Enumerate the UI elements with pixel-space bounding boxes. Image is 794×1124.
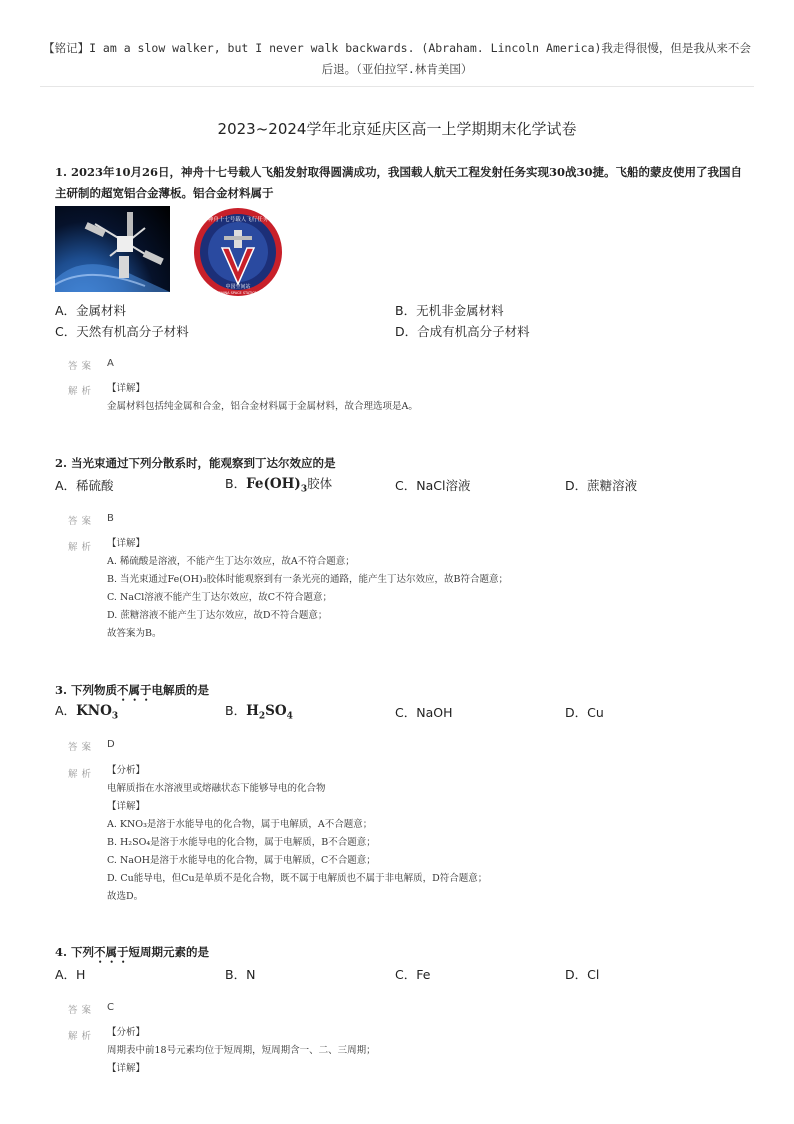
q4-analysis-line: 【详解】	[107, 1063, 146, 1074]
q1-answer-label: 答案	[68, 361, 96, 372]
q4-answer-label: 答案	[68, 1005, 96, 1016]
q4-option-a: A．H	[55, 967, 86, 982]
q3-analysis-line: 【详解】	[107, 801, 146, 812]
badge-text-bottom: CHINA SPACE STATION	[218, 291, 258, 295]
page-title: 2023~2024学年北京延庆区高一上学期期末化学试卷	[217, 120, 577, 138]
q4-analysis-line: 【分析】	[107, 1027, 146, 1038]
q4-analysis-line: 周期表中前18号元素均位于短周期，短周期含一、二、三周期；	[107, 1045, 376, 1056]
q2-option-d: D．蔗糖溶液	[565, 478, 638, 493]
q1-analysis-label: 解析	[68, 386, 96, 397]
q2-option-a: A．稀硫酸	[55, 478, 114, 493]
q3-option-b: B．$H_2SO_4$	[225, 703, 293, 722]
q3-analysis-line: A. KNO₃是溶于水能导电的化合物，属于电解质，A不合题意；	[107, 819, 373, 830]
q2-analysis	[107, 535, 747, 643]
q3-option-a: A．$KNO_3$	[55, 703, 119, 722]
q1-answer-value: A	[107, 358, 114, 369]
q4-stem: 4. 下列不属于短周期元素的是	[55, 945, 210, 959]
q1-option-b: B．无机非金属材料	[395, 303, 504, 318]
q4-analysis	[107, 1024, 747, 1078]
q3-answer-value: D	[107, 739, 115, 750]
q4-option-c: C．Fe	[395, 967, 431, 982]
q3-analysis-label: 解析	[68, 769, 96, 780]
q3-option-c: C．NaOH	[395, 705, 453, 720]
q1-analysis-line: 【详解】	[107, 383, 146, 394]
q2-analysis-line: A. 稀硫酸是溶液，不能产生丁达尔效应，故A不符合题意；	[107, 556, 355, 567]
mission-badge	[192, 206, 284, 298]
q2-stem: 2. 当光束通过下列分散系时，能观察到丁达尔效应的是	[55, 456, 336, 470]
q4-answer-value: C	[107, 1002, 114, 1013]
badge-text-cn: 中国空间站	[225, 284, 251, 290]
q2-option-c: C．NaCl溶液	[395, 478, 471, 493]
q1-option-a: A．金属材料	[55, 303, 127, 318]
q4-option-d: D．Cl	[565, 967, 600, 982]
q4-option-b: B．N	[225, 967, 256, 982]
q3-answer-label: 答案	[68, 742, 96, 753]
q1-option-d: D．合成有机高分子材料	[395, 324, 530, 339]
q2-option-b: B．$Fe(OH)_3$胶体	[225, 476, 333, 495]
q4-analysis-label: 解析	[68, 1031, 96, 1042]
motto: 【铭记】I am a slow walker, but I never walk backwards. (Abraham. Lincoln America)我走得很慢，但是我从来不会后退。（亚伯拉罕.林肯美国）	[43, 41, 751, 76]
q2-analysis-line: 故答案为B。	[107, 628, 162, 639]
q3-analysis-line: C. NaOH是溶于水能导电的化合物，属于电解质，C不合题意；	[107, 855, 376, 866]
q3-option-d: D．Cu	[565, 705, 604, 720]
q3-analysis	[107, 762, 747, 906]
q2-analysis-line: 【详解】	[107, 538, 146, 549]
badge-text-top: 神舟十七号载人飞行任务	[207, 217, 269, 223]
q2-analysis-line: C. NaCl溶液不能产生丁达尔效应，故C不符合题意；	[107, 592, 333, 603]
q2-answer-value: B	[107, 513, 114, 524]
q1-stem: 1. 2023年10月26日，神舟十七号载人飞船发射取得圆满成功，我国载人航天工程发射任务实现30战30捷。飞船的蒙皮使用了我国自主研制的超宽铝合金薄板。铝合金材料属于	[55, 165, 743, 200]
q3-analysis-line: B. H₂SO₄是溶于水能导电的化合物，属于电解质，B不合题意；	[107, 837, 376, 848]
q1-analysis	[107, 380, 747, 416]
q2-analysis-label: 解析	[68, 542, 96, 553]
q1-option-c: C．天然有机高分子材料	[55, 324, 189, 339]
space-station-photo	[55, 206, 170, 292]
q2-analysis-line: B. 当光束通过Fe(OH)₃胶体时能观察到有一条光亮的通路，能产生丁达尔效应，故B符合题意；	[107, 574, 508, 585]
q3-analysis-line: 故选D。	[107, 891, 144, 902]
q3-analysis-line: 【分析】	[107, 765, 146, 776]
q1-analysis-line: 金属材料包括纯金属和合金，铝合金材料属于金属材料，故合理选项是A。	[107, 401, 418, 412]
q2-answer-label: 答案	[68, 516, 96, 527]
q3-analysis-line: 电解质指在水溶液里或熔融状态下能够导电的化合物	[107, 783, 326, 794]
q3-stem: 3. 下列物质不属于电解质的是	[55, 683, 210, 697]
q3-analysis-line: D. Cu能导电，但Cu是单质不是化合物，既不属于电解质也不属于非电解质，D符合题意；	[107, 873, 488, 884]
q2-analysis-line: D. 蔗糖溶液不能产生丁达尔效应，故D不符合题意；	[107, 610, 328, 621]
header-divider	[40, 86, 754, 87]
